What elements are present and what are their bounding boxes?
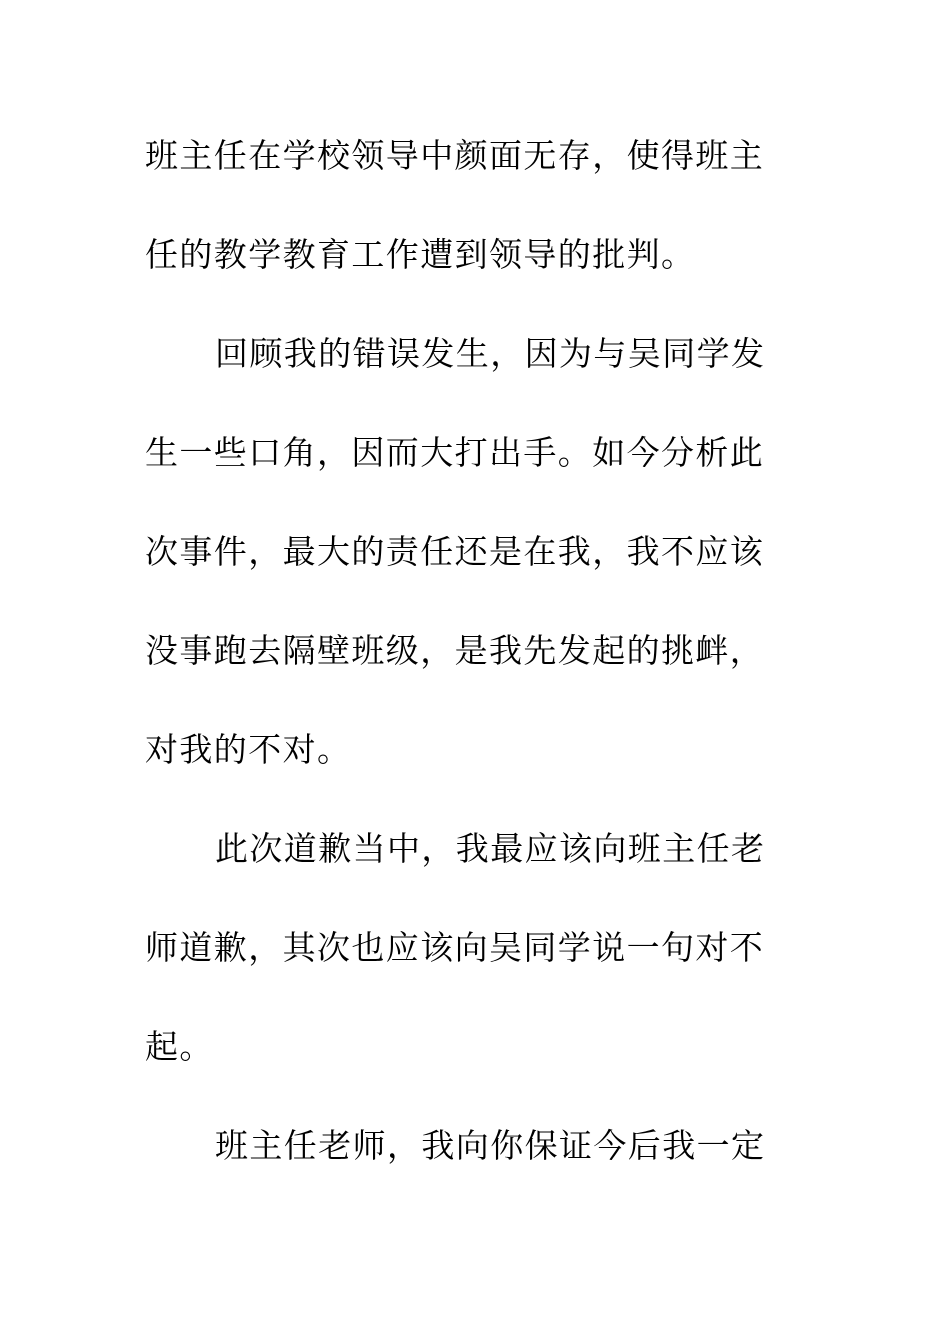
text-line: 没事跑去隔壁班级，是我先发起的挑衅， <box>145 631 765 670</box>
text-line: 师道歉，其次也应该向吴同学说一句对不 <box>145 928 765 967</box>
text-line: 任的教学教育工作遭到领导的批判。 <box>145 235 696 274</box>
text-line: 回顾我的错误发生，因为与吴同学发 <box>215 334 766 373</box>
text-line: 对我的不对。 <box>145 730 352 769</box>
text-line: 起。 <box>145 1027 214 1066</box>
text-line: 次事件，最大的责任还是在我，我不应该 <box>145 532 765 571</box>
text-line: 班主任在学校领导中颜面无存，使得班主 <box>145 136 765 175</box>
body-text <box>145 124 785 1213</box>
text-line: 此次道歉当中，我最应该向班主任老 <box>215 829 766 868</box>
text-line: 班主任老师，我向你保证今后我一定 <box>215 1126 766 1165</box>
text-line: 生一些口角，因而大打出手。如今分析此 <box>145 433 765 472</box>
